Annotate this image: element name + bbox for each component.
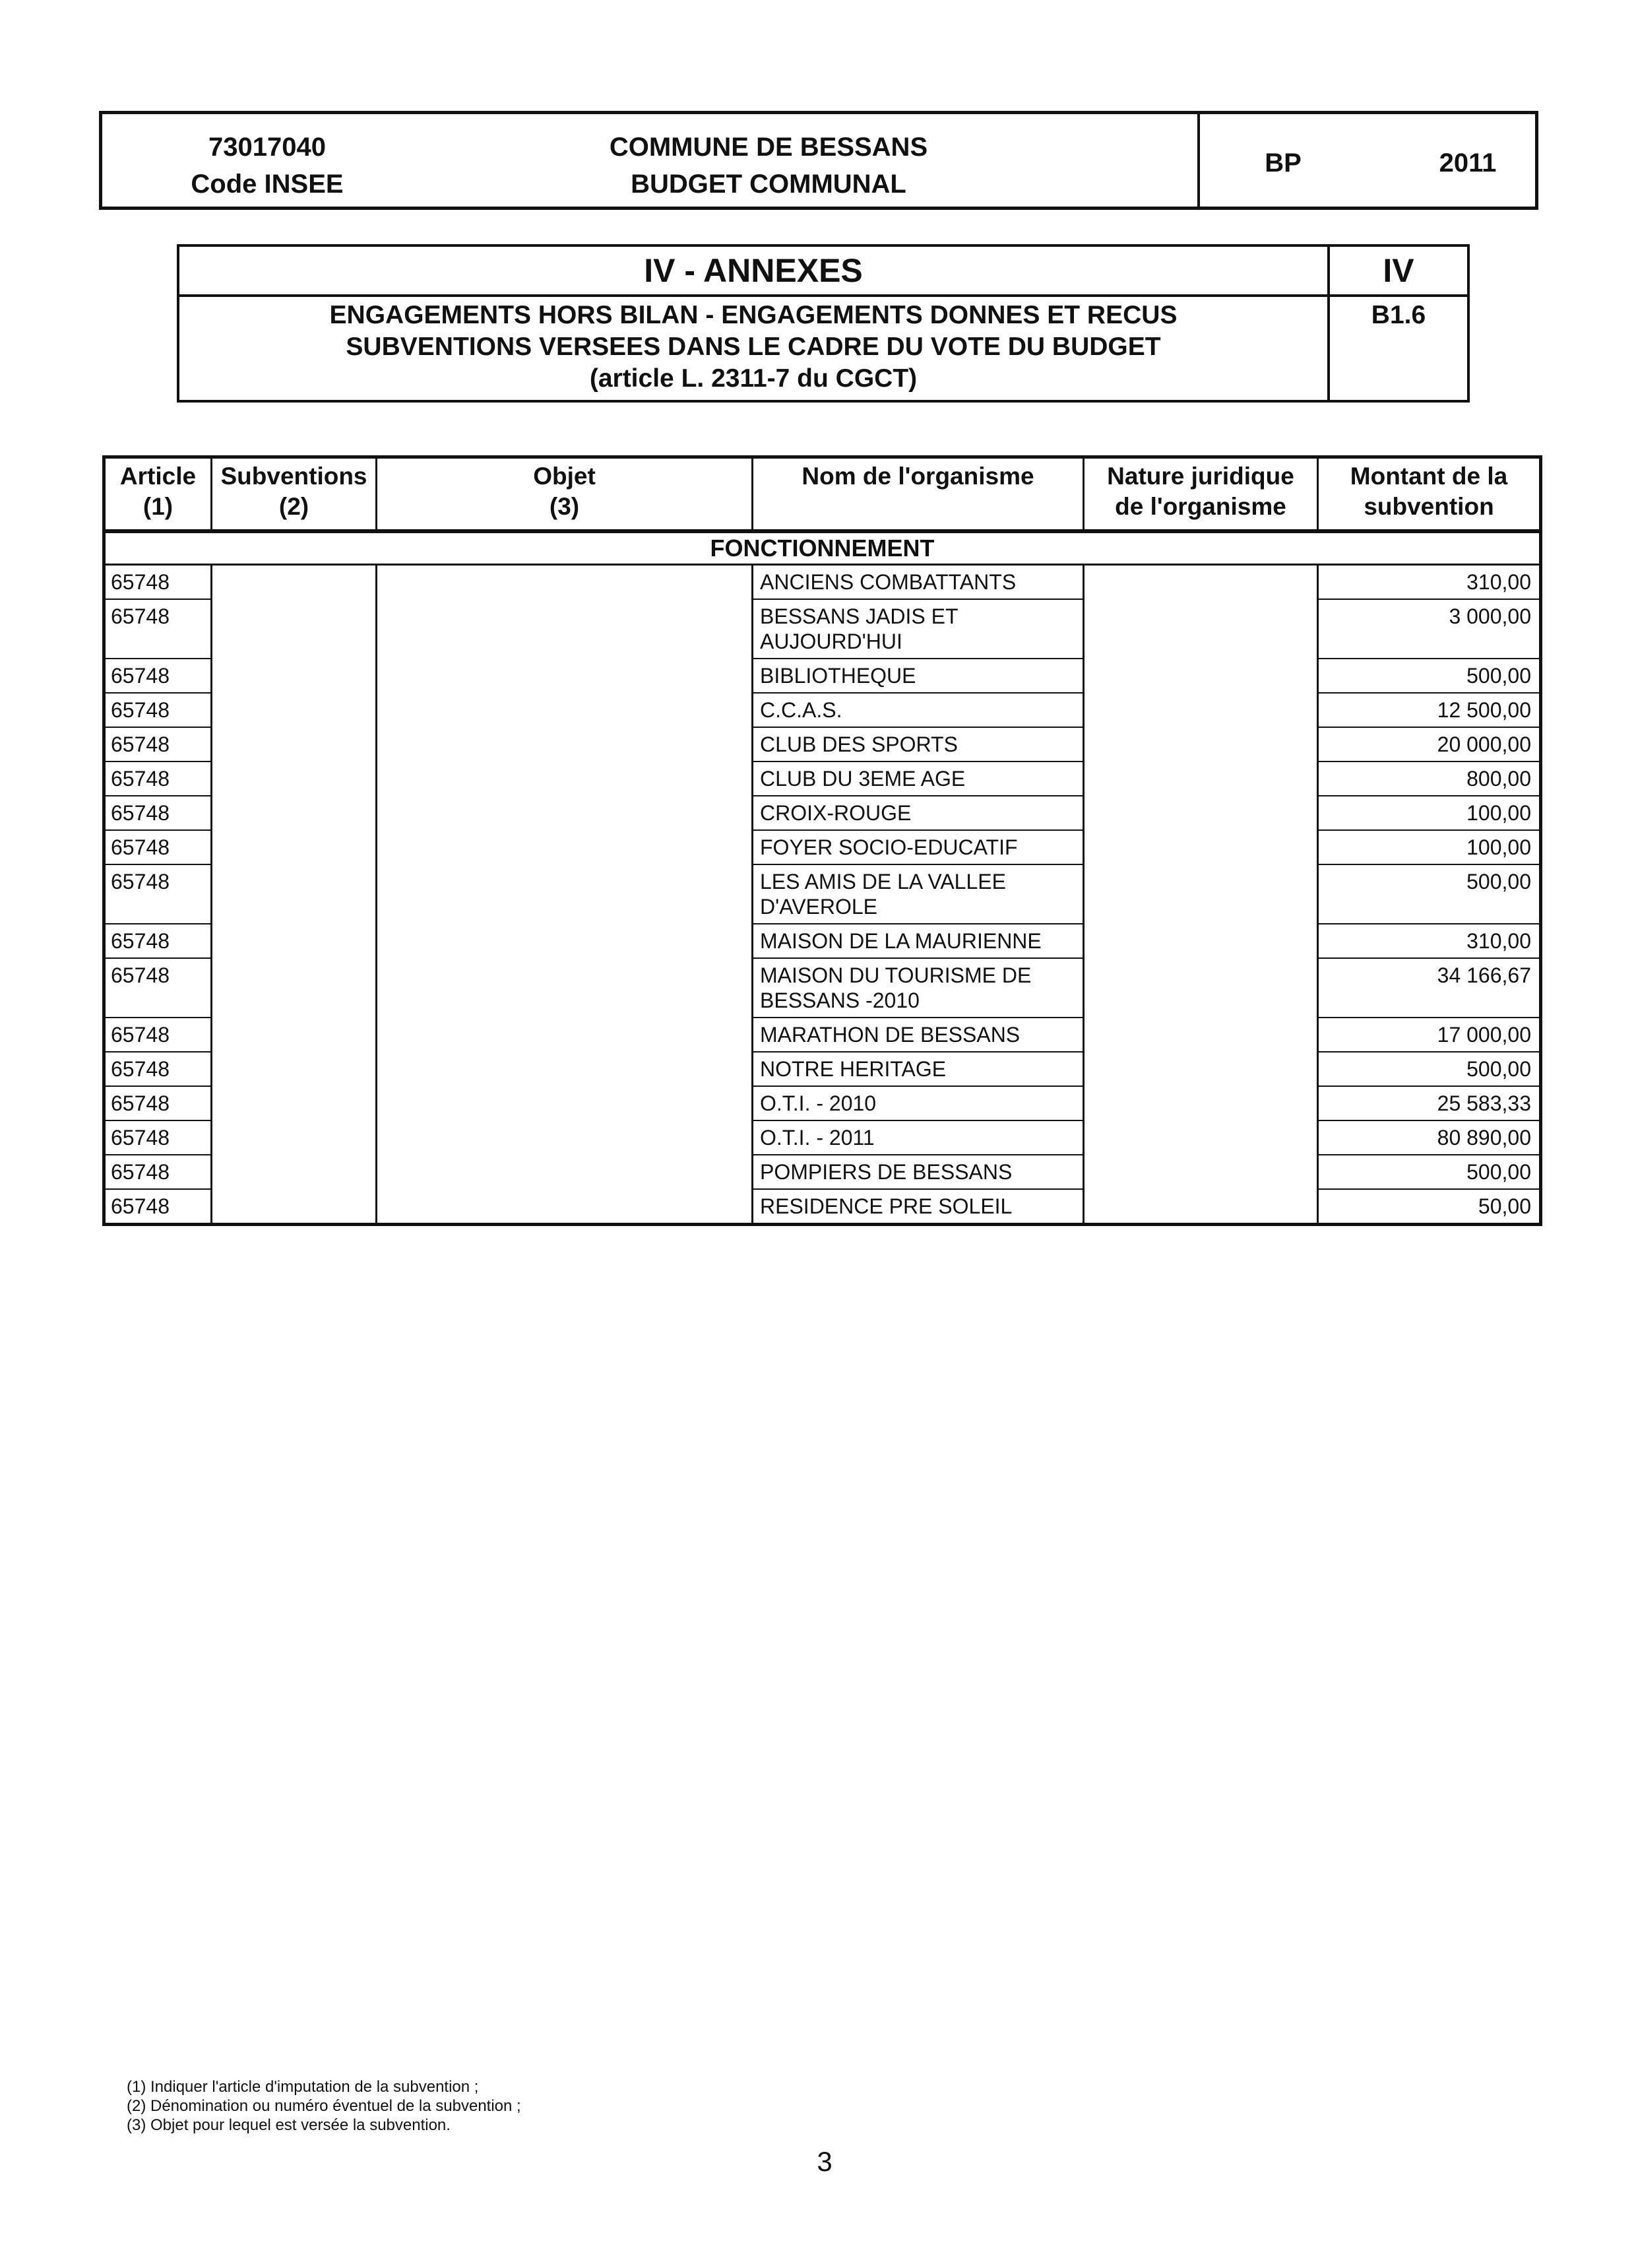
cell-montant: 25 583,33 xyxy=(1318,1086,1541,1120)
cell-objet xyxy=(377,796,753,830)
header-objet-note: (3) xyxy=(549,493,580,520)
cell-nature-juridique xyxy=(1084,958,1318,1018)
annex-horizontal-divider xyxy=(179,294,1467,297)
cell-nom-organisme: NOTRE HERITAGE xyxy=(753,1052,1084,1086)
cell-nom-organisme: POMPIERS DE BESSANS xyxy=(753,1155,1084,1189)
table-row xyxy=(104,796,1541,830)
cell-subventions xyxy=(212,864,377,924)
header-objet xyxy=(377,457,753,531)
cell-objet xyxy=(377,958,753,1018)
annex-title-box xyxy=(177,244,1470,403)
cell-nom-organisme: ANCIENS COMBATTANTS xyxy=(753,564,1084,599)
cell-article: 65748 xyxy=(104,659,212,693)
cell-article: 65748 xyxy=(104,1155,212,1189)
annex-title: IV - ANNEXES xyxy=(644,252,863,289)
cell-article: 65748 xyxy=(104,564,212,599)
cell-montant: 800,00 xyxy=(1318,761,1541,796)
cell-montant: 80 890,00 xyxy=(1318,1120,1541,1155)
cell-nature-juridique xyxy=(1084,1018,1318,1052)
table-row xyxy=(104,830,1541,864)
cell-nature-juridique xyxy=(1084,761,1318,796)
cell-nature-juridique xyxy=(1084,924,1318,958)
cell-nom-organisme: RESIDENCE PRE SOLEIL xyxy=(753,1189,1084,1225)
table-header-row xyxy=(104,457,1541,531)
footnote-1: (1) Indiquer l'article d'imputation de la subvention ; xyxy=(127,2078,479,2096)
cell-subventions xyxy=(212,1120,377,1155)
cell-nature-juridique xyxy=(1084,1052,1318,1086)
footnote-2: (2) Dénomination ou numéro éventuel de la subvention ; xyxy=(127,2097,521,2115)
cell-montant: 310,00 xyxy=(1318,924,1541,958)
budget-label: BUDGET COMMUNAL xyxy=(631,170,906,199)
header-nature-line2: de l'organisme xyxy=(1115,493,1286,520)
cell-article: 65748 xyxy=(104,727,212,761)
header-nom-organisme xyxy=(753,457,1084,531)
cell-article: 65748 xyxy=(104,599,212,659)
cell-article: 65748 xyxy=(104,761,212,796)
cell-montant: 50,00 xyxy=(1318,1189,1541,1225)
header-article-label: Article xyxy=(119,463,197,490)
cell-montant: 310,00 xyxy=(1318,564,1541,599)
cell-objet xyxy=(377,727,753,761)
cell-montant: 12 500,00 xyxy=(1318,693,1541,727)
cell-objet xyxy=(377,599,753,659)
table-body xyxy=(104,531,1541,1225)
document-header xyxy=(99,111,1538,210)
cell-article: 65748 xyxy=(104,830,212,864)
cell-objet xyxy=(377,1189,753,1225)
cell-nom-organisme: MAISON DU TOURISME DE BESSANS -2010 xyxy=(753,958,1084,1018)
cell-nature-juridique xyxy=(1084,727,1318,761)
cell-objet xyxy=(377,1120,753,1155)
cell-subventions xyxy=(212,1155,377,1189)
cell-montant: 100,00 xyxy=(1318,796,1541,830)
insee-number: 73017040 xyxy=(208,133,326,162)
insee-block xyxy=(188,129,346,203)
cell-nature-juridique xyxy=(1084,659,1318,693)
header-subventions xyxy=(212,457,377,531)
cell-nature-juridique xyxy=(1084,1086,1318,1120)
header-nature-line1: Nature juridique xyxy=(1107,463,1294,490)
cell-subventions xyxy=(212,761,377,796)
commune-name: COMMUNE DE BESSANS xyxy=(609,133,928,162)
table-row xyxy=(104,1189,1541,1225)
cell-subventions xyxy=(212,830,377,864)
cell-nom-organisme: O.T.I. - 2011 xyxy=(753,1120,1084,1155)
header-nature-juridique xyxy=(1084,457,1318,531)
cell-nom-organisme: CROIX-ROUGE xyxy=(753,796,1084,830)
cell-objet xyxy=(377,1155,753,1189)
cell-nature-juridique xyxy=(1084,1120,1318,1155)
cell-subventions xyxy=(212,958,377,1018)
cell-subventions xyxy=(212,1086,377,1120)
cell-article: 65748 xyxy=(104,924,212,958)
cell-subventions xyxy=(212,564,377,599)
cell-nature-juridique xyxy=(1084,1155,1318,1189)
table-row xyxy=(104,958,1541,1018)
annex-subtitle-line3: (article L. 2311-7 du CGCT) xyxy=(589,364,918,393)
annex-reference: B1.6 xyxy=(1371,301,1426,329)
cell-objet xyxy=(377,924,753,958)
cell-nature-juridique xyxy=(1084,693,1318,727)
cell-objet xyxy=(377,864,753,924)
header-montant xyxy=(1318,457,1541,531)
cell-subventions xyxy=(212,1052,377,1086)
header-montant-line1: Montant de la xyxy=(1350,463,1508,490)
table-row xyxy=(104,1086,1541,1120)
cell-subventions xyxy=(212,1018,377,1052)
cell-objet xyxy=(377,1018,753,1052)
cell-nature-juridique xyxy=(1084,599,1318,659)
table-row xyxy=(104,761,1541,796)
table-row xyxy=(104,924,1541,958)
cell-subventions xyxy=(212,727,377,761)
cell-nom-organisme: C.C.A.S. xyxy=(753,693,1084,727)
table-row xyxy=(104,1018,1541,1052)
insee-label: Code INSEE xyxy=(191,170,344,199)
cell-article: 65748 xyxy=(104,864,212,924)
annex-subtitle-line2: SUBVENTIONS VERSEES DANS LE CADRE DU VOTE DU BUDGET xyxy=(346,333,1161,361)
cell-article: 65748 xyxy=(104,958,212,1018)
page-number: 3 xyxy=(817,2146,833,2177)
cell-montant: 17 000,00 xyxy=(1318,1018,1541,1052)
subventions-table-wrapper xyxy=(102,455,1539,1226)
table-row xyxy=(104,1155,1541,1189)
cell-montant: 500,00 xyxy=(1318,1155,1541,1189)
cell-montant: 20 000,00 xyxy=(1318,727,1541,761)
cell-montant: 3 000,00 xyxy=(1318,599,1541,659)
cell-nom-organisme: LES AMIS DE LA VALLEE D'AVEROLE xyxy=(753,864,1084,924)
cell-article: 65748 xyxy=(104,1086,212,1120)
table-row xyxy=(104,864,1541,924)
cell-montant: 34 166,67 xyxy=(1318,958,1541,1018)
footnotes xyxy=(127,2077,521,2135)
cell-nom-organisme: MARATHON DE BESSANS xyxy=(753,1018,1084,1052)
cell-montant: 500,00 xyxy=(1318,1052,1541,1086)
annex-subtitle-line1: ENGAGEMENTS HORS BILAN - ENGAGEMENTS DONNES ET RECUS xyxy=(329,301,1178,329)
budget-year: 2011 xyxy=(1439,148,1497,178)
cell-subventions xyxy=(212,924,377,958)
cell-subventions xyxy=(212,693,377,727)
cell-nom-organisme: CLUB DES SPORTS xyxy=(753,727,1084,761)
header-subventions-note: (2) xyxy=(278,493,309,520)
cell-objet xyxy=(377,830,753,864)
cell-article: 65748 xyxy=(104,693,212,727)
cell-nature-juridique xyxy=(1084,564,1318,599)
cell-objet xyxy=(377,1086,753,1120)
cell-objet xyxy=(377,1052,753,1086)
cell-nature-juridique xyxy=(1084,830,1318,864)
commune-block xyxy=(538,129,999,203)
cell-article: 65748 xyxy=(104,1189,212,1225)
section-label: FONCTIONNEMENT xyxy=(104,531,1541,565)
cell-subventions xyxy=(212,1189,377,1225)
subventions-table xyxy=(102,455,1542,1226)
cell-nom-organisme: BESSANS JADIS ET AUJOURD'HUI xyxy=(753,599,1084,659)
cell-nature-juridique xyxy=(1084,1189,1318,1225)
cell-article: 65748 xyxy=(104,1052,212,1086)
table-row xyxy=(104,1052,1541,1086)
cell-montant: 500,00 xyxy=(1318,864,1541,924)
header-nom-label: Nom de l'organisme xyxy=(802,463,1034,490)
cell-article: 65748 xyxy=(104,1120,212,1155)
table-row xyxy=(104,727,1541,761)
header-article-note: (1) xyxy=(142,493,173,520)
section-row xyxy=(104,531,1541,565)
table-row xyxy=(104,564,1541,599)
cell-subventions xyxy=(212,796,377,830)
cell-montant: 100,00 xyxy=(1318,830,1541,864)
annex-code: IV xyxy=(1383,252,1414,289)
cell-nom-organisme: FOYER SOCIO-EDUCATIF xyxy=(753,830,1084,864)
cell-nom-organisme: MAISON DE LA MAURIENNE xyxy=(753,924,1084,958)
header-subventions-label: Subventions xyxy=(220,463,367,490)
cell-nature-juridique xyxy=(1084,864,1318,924)
header-divider xyxy=(1197,114,1200,207)
cell-nature-juridique xyxy=(1084,796,1318,830)
cell-nom-organisme: O.T.I. - 2010 xyxy=(753,1086,1084,1120)
header-objet-label: Objet xyxy=(533,463,596,490)
cell-nom-organisme: CLUB DU 3EME AGE xyxy=(753,761,1084,796)
cell-nom-organisme: BIBLIOTHEQUE xyxy=(753,659,1084,693)
cell-objet xyxy=(377,564,753,599)
table-row xyxy=(104,1120,1541,1155)
table-row xyxy=(104,659,1541,693)
cell-subventions xyxy=(212,659,377,693)
header-montant-line2: subvention xyxy=(1364,493,1494,520)
cell-article: 65748 xyxy=(104,796,212,830)
header-article xyxy=(104,457,212,531)
table-row xyxy=(104,693,1541,727)
table-row xyxy=(104,599,1541,659)
cell-objet xyxy=(377,659,753,693)
cell-objet xyxy=(377,761,753,796)
bp-label: BP xyxy=(1265,148,1302,178)
cell-subventions xyxy=(212,599,377,659)
cell-article: 65748 xyxy=(104,1018,212,1052)
cell-montant: 500,00 xyxy=(1318,659,1541,693)
cell-objet xyxy=(377,693,753,727)
footnote-3: (3) Objet pour lequel est versée la subvention. xyxy=(127,2116,451,2134)
annex-subtitle xyxy=(179,300,1327,395)
